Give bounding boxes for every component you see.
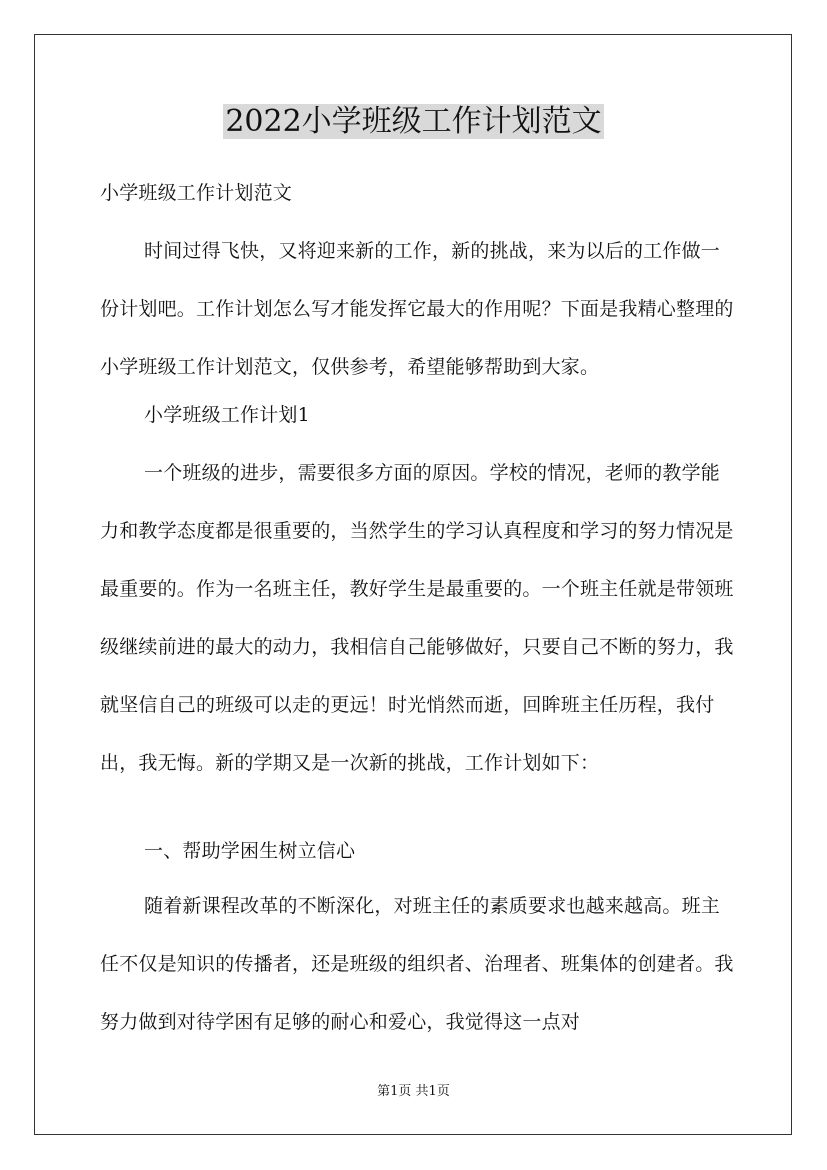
page-footer: 第1页 共1页 xyxy=(377,1084,450,1099)
section-heading-plan-1: 小学班级工作计划1 xyxy=(144,404,310,426)
intro-paragraph: 时间过得飞快，又将迎来新的工作，新的挑战，来为以后的工作做一份计划吧。工作计划怎么写才能发挥它最大的作用呢？下面是我精心整理的小学班级工作计划范文，仅供参考，希望能够帮助到大家。 xyxy=(100,240,734,378)
document-title: 2022小学班级工作计划范文 xyxy=(225,104,602,139)
body-paragraph-2: 随着新课程改革的不断深化，对班主任的素质要求也越来越高。班主任不仅是知识的传播者，还是班级的组织者、治理者、班集体的创建者。我努力做到对待学困有足够的耐心和爱心，我觉得这一点对 xyxy=(100,895,734,1033)
document-subtitle: 小学班级工作计划范文 xyxy=(100,182,293,204)
section-heading-1: 一、帮助学困生树立信心 xyxy=(144,840,356,862)
body-paragraph-1: 一个班级的进步，需要很多方面的原因。学校的情况，老师的教学能力和教学态度都是很重要的，当然学生的学习认真程度和学习的努力情况是最重要的。作为一名班主任，教好学生是最重要的。一个班主任就是带领班级继续前进的最大的动力，我相信自己能够做好，只要自己不断的努力，我就坚信自己的班级可以走的更远！时光悄然而逝，回眸班主任历程，我付出，我无悔。新的学期又是一次新的挑战，工作计划如下： xyxy=(100,462,734,774)
